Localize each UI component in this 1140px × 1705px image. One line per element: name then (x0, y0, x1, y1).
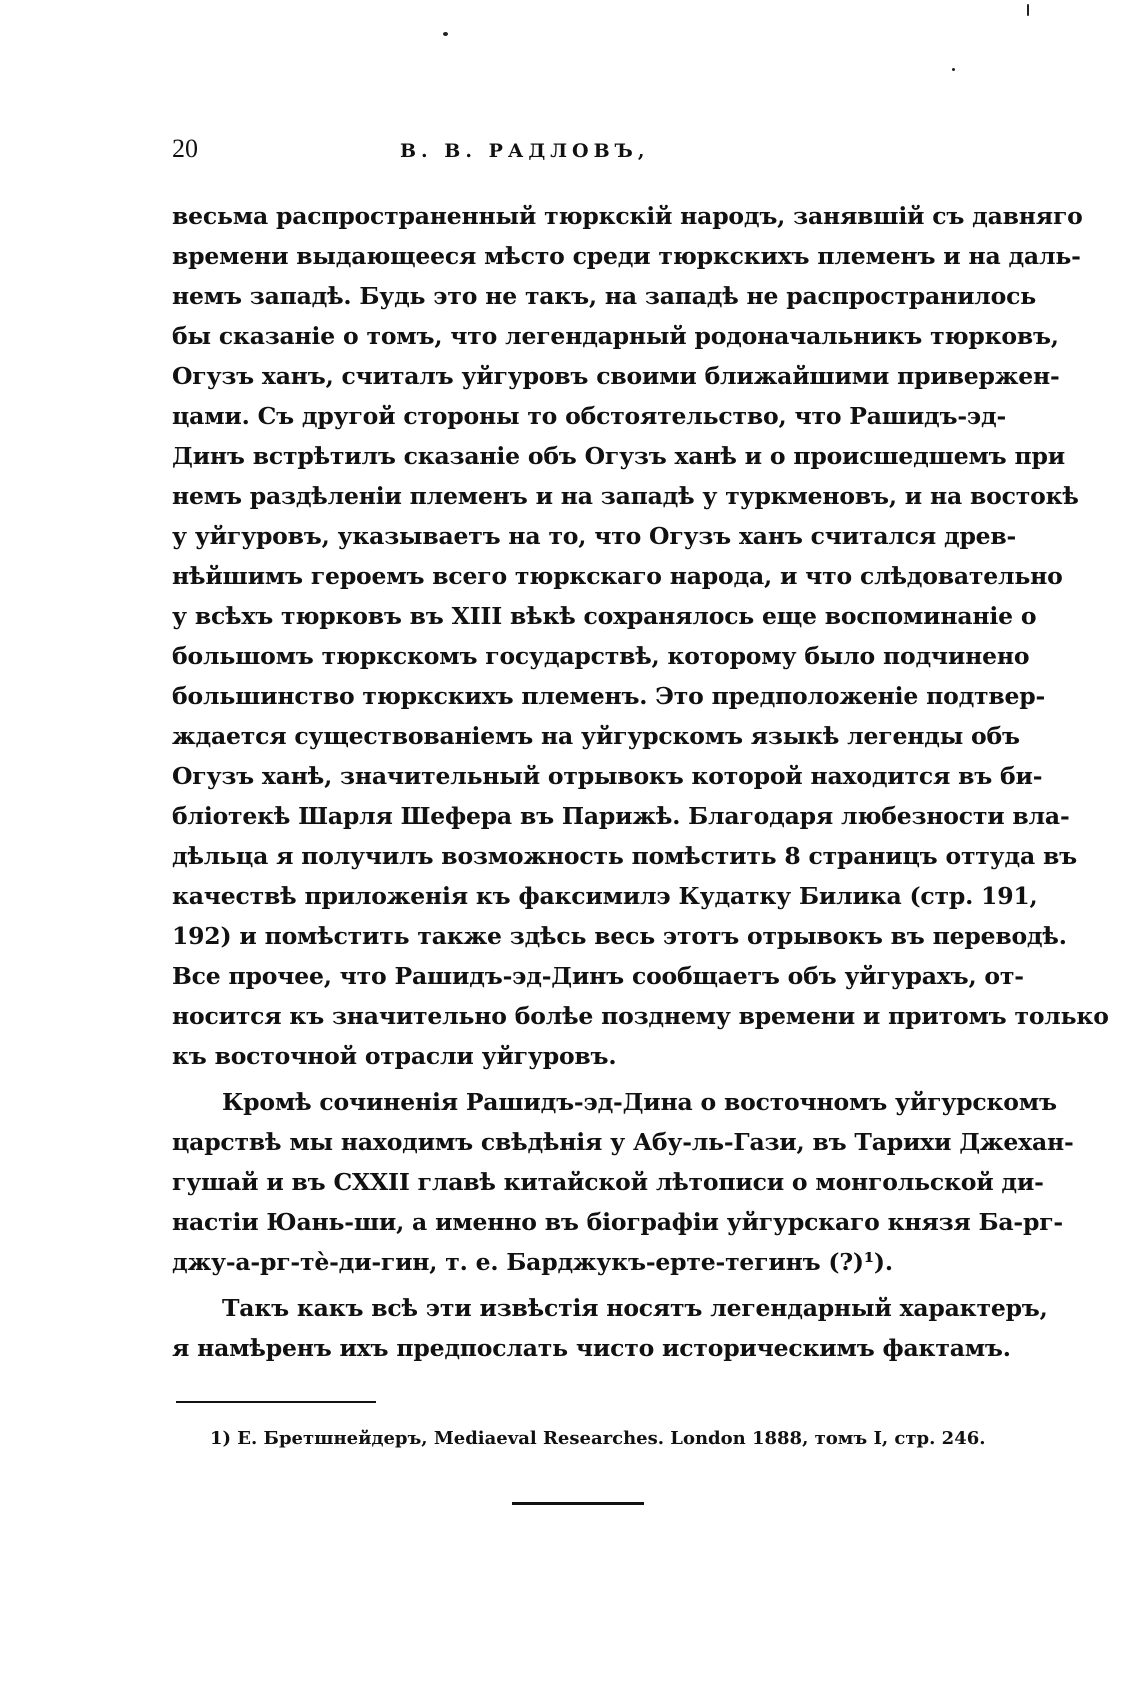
text-line: Огузъ ханѣ, значительный отрывокъ которой находится въ би- (172, 762, 1043, 790)
text-line: у уйгуровъ, указываетъ на то, что Огузъ ханъ считался древ- (172, 522, 1017, 550)
text-line: немъ западѣ. Будь это не такъ, на западѣ не распространилось (172, 282, 1036, 310)
text-line: весьма распространенный тюркскій народъ, занявшій съ давняго (172, 202, 1083, 230)
text-line: большинство тюркскихъ племенъ. Это предположеніе подтвер- (172, 682, 1046, 710)
text-line: Динъ встрѣтилъ сказаніе объ Огузъ ханѣ и о происшедшемъ при (172, 442, 1065, 470)
paragraph-2 (172, 1082, 1074, 1282)
footnote-divider (176, 1401, 376, 1403)
print-speck (952, 68, 955, 71)
text-line: Такъ какъ всѣ эти извѣстія носятъ легендарный характеръ, (222, 1294, 1048, 1322)
text-line: я намѣренъ ихъ предпослать чисто историческимъ фактамъ. (172, 1334, 1011, 1362)
print-speck (1027, 4, 1029, 16)
footnote: 1) Е. Бретшнейдеръ, Mediaeval Researches. London 1888, томъ I, стр. 246. (210, 1428, 986, 1449)
text-line: царствѣ мы находимъ свѣдѣнія у Абу-ль-Гази, въ Тарихи Джехан- (172, 1128, 1074, 1156)
text-line: у всѣхъ тюрковъ въ XIII вѣкѣ сохранялось еще воспоминаніе о (172, 602, 1037, 630)
text-line: цами. Съ другой стороны то обстоятельство, что Рашидъ-эд- (172, 402, 1007, 430)
text-line: немъ раздѣленіи племенъ и на западѣ у туркменовъ, и на востокѣ (172, 482, 1079, 510)
text-line: гушай и въ CXXII главѣ китайской лѣтописи о монгольской ди- (172, 1168, 1044, 1196)
text-line: носится къ значительно болѣе позднему времени и притомъ только (172, 1002, 1109, 1030)
text-line: Кромѣ сочиненія Рашидъ-эд-Дина о восточномъ уйгурскомъ (222, 1088, 1057, 1116)
text-line: дѣльца я получилъ возможность помѣстить 8 страницъ оттуда въ (172, 842, 1077, 870)
text-line: настіи Юань-ши, а именно въ біографіи уйгурскаго князя Ба-рг- (172, 1208, 1063, 1236)
running-head: В. В. РАДЛОВЪ, (400, 140, 650, 162)
text-line: бы сказаніе о томъ, что легендарный родоначальникъ тюрковъ, (172, 322, 1059, 350)
paragraph-1 (172, 196, 1109, 1076)
text-line: 192) и помѣстить также здѣсь весь этотъ отрывокъ въ переводѣ. (172, 922, 1067, 950)
text-line: къ восточной отрасли уйгуровъ. (172, 1042, 617, 1070)
text-line: нѣйшимъ героемъ всего тюркскаго народа, и что слѣдовательно (172, 562, 1063, 590)
text-line: времени выдающееся мѣсто среди тюркскихъ племенъ и на даль- (172, 242, 1081, 270)
text-line: ждается существованіемъ на уйгурскомъ языкѣ легенды объ (172, 722, 1020, 750)
print-speck (443, 32, 448, 36)
text-line: бліотекѣ Шарля Шефера въ Парижѣ. Благодаря любезности вла- (172, 802, 1070, 830)
end-divider (512, 1502, 644, 1505)
text-line: большомъ тюркскомъ государствѣ, которому было подчинено (172, 642, 1030, 670)
page-number: 20 (172, 134, 198, 163)
text-line: Огузъ ханъ, считалъ уйгуровъ своими ближайшими привержен- (172, 362, 1060, 390)
body-text (172, 196, 1109, 1368)
text-line: Все прочее, что Рашидъ-эд-Динъ сообщаетъ объ уйгурахъ, от- (172, 962, 1024, 990)
text-line: джу-а-рг-тѐ-ди-гин, т. е. Барджукъ-ерте-тегинъ (?)¹). (172, 1248, 893, 1276)
paragraph-3 (172, 1288, 1048, 1368)
text-line: качествѣ приложенія къ факсимилэ Кудатку Билика (стр. 191, (172, 882, 1038, 910)
